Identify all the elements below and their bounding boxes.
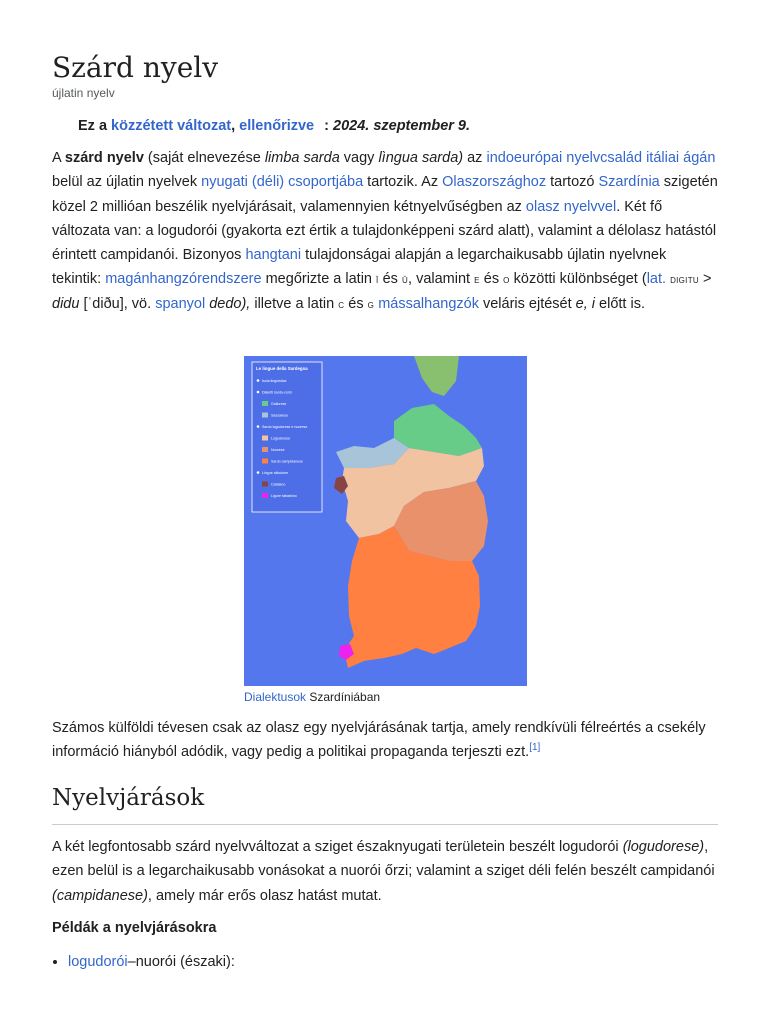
intro-paragraph <box>52 146 718 316</box>
map-legend-item <box>257 471 288 475</box>
latin-letter: ĭ <box>376 272 379 287</box>
map-legend-label: Dialetti sardo-corsi <box>262 390 292 395</box>
intro-text: . Két fő változata van: a logudorói (gyakorta ezt értik a tulajdonképpeni szárd alatt), valamint a délolasz hatástól érintett campidanói. Bizonyos <box>52 198 717 264</box>
intro-text: és <box>378 271 402 288</box>
link-szardinia[interactable]: Szardínia <box>598 174 660 191</box>
page-subtitle: újlatin nyelv <box>52 86 115 100</box>
intro-text: , valamint <box>408 271 475 288</box>
link-indoeuropai[interactable]: indoeurópai nyelvcsalád <box>486 150 643 166</box>
map-legend-label: Sardo logudorese e nuorese <box>262 425 308 429</box>
map-legend-swatch <box>262 493 268 498</box>
map-legend-item <box>262 447 285 452</box>
map-legend-item <box>257 425 308 429</box>
intro-text: közötti különbséget ( <box>509 271 647 288</box>
map-legend-label: Nuorese <box>271 448 285 452</box>
intro-text: az <box>463 150 487 166</box>
map-legend-bullet <box>257 391 260 394</box>
intro-italic: e, i <box>575 295 596 312</box>
dialects-paragraph <box>52 835 718 908</box>
intro-text: szigetén közel 2 millióan beszélik nyelvjárásait, valamennyien kétnyelvűségben az <box>52 174 718 215</box>
checked-link[interactable]: ellenőrizve <box>239 118 315 134</box>
link-italiai-ag[interactable]: itáliai ágán <box>646 150 716 166</box>
status-colon: : <box>324 118 329 134</box>
misconception-paragraph <box>52 716 718 765</box>
link-nyugati-csoport[interactable]: nyugati (déli) csoportjába <box>201 174 364 191</box>
revision-status <box>78 116 470 136</box>
latin-word: digitu <box>670 272 699 287</box>
link-maganhangzorendszer[interactable]: magánhangzórendszere <box>105 271 262 288</box>
map-legend-label: Sassarese <box>271 413 288 418</box>
link-olasz-nyelv[interactable]: olasz nyelvvel <box>525 198 617 215</box>
intro-text: > <box>698 271 712 288</box>
intro-text: belül az újlatin nyelvek <box>52 174 202 191</box>
intro-text: megőrizte a latin <box>261 271 377 288</box>
map-legend-item <box>257 391 292 395</box>
link-massalhangzok[interactable]: mássalhangzók <box>378 295 479 312</box>
latin-letter: g <box>367 296 375 311</box>
list-item <box>68 950 235 974</box>
intro-italic: lìngua sarda) <box>378 150 464 166</box>
map-legend-swatch <box>262 413 268 418</box>
latin-letter: o <box>503 272 510 287</box>
map-legend-label: Isola linguistica <box>262 379 287 383</box>
intro-text: (saját elnevezése <box>143 150 265 166</box>
intro-italic: dedo), <box>209 295 251 312</box>
map-legend-label: Lingue alloctone <box>262 471 289 475</box>
map-legend-swatch <box>262 459 268 464</box>
intro-text: tartozik. Az <box>363 174 443 191</box>
intro-italic: didu <box>52 295 80 312</box>
intro-text: előtt is. <box>595 295 645 312</box>
intro-text: és <box>344 295 368 312</box>
map-legend-label: Sardo campidanese <box>271 459 303 464</box>
map-legend-label: Logudorese <box>271 436 290 441</box>
page-title: Szárd nyelv <box>52 51 219 84</box>
paragraph-italic: (campidanese) <box>52 887 148 904</box>
figure-caption <box>244 690 527 704</box>
map-legend-swatch <box>262 447 268 452</box>
paragraph-text: A két legfontosabb szárd nyelvváltozat a sziget északnyugati területein beszélt logudorói <box>52 839 623 855</box>
map-legend-label: Ligure tabarkino <box>271 494 297 498</box>
reference-link[interactable]: [1] <box>529 742 541 754</box>
map-legend-item <box>262 401 286 406</box>
link-olaszorszag[interactable]: Olaszországhoz <box>442 174 547 191</box>
map-legend-item <box>262 493 297 498</box>
dialect-map-figure <box>244 356 527 704</box>
sardinia-dialect-map[interactable] <box>244 356 527 686</box>
published-version-link[interactable]: közzétett változat <box>111 118 232 134</box>
map-legend-title: Le lingue della Sardegna <box>256 366 308 371</box>
map-legend-label: Gallurese <box>271 402 287 406</box>
examples-list <box>52 950 235 974</box>
map-legend-bullet <box>257 379 260 382</box>
intro-text: tartozó <box>546 174 599 191</box>
examples-heading: Példák a nyelvjárásokra <box>52 920 217 936</box>
link-logudoroi[interactable]: logudorói <box>68 954 128 970</box>
status-prefix: Ez a <box>78 118 108 134</box>
paragraph-italic: (logudorese) <box>622 839 705 855</box>
intro-text: tulajdonságai alapján a legarchaikusabb újlatin nyelvnek tekintik: <box>52 247 667 288</box>
map-legend-label: Catalano <box>271 482 286 487</box>
map-legend-swatch <box>262 436 268 441</box>
map-legend-swatch <box>262 482 268 487</box>
map-legend-item <box>262 436 290 441</box>
status-comma: , <box>231 118 236 134</box>
map-legend-bullet <box>257 471 260 474</box>
caption-text: Szardíniában <box>306 690 381 704</box>
paragraph-text: , amely már erős olasz hatást mutat. <box>147 887 382 904</box>
latin-letter: e <box>474 272 480 287</box>
intro-text: és <box>479 271 504 288</box>
latin-letter: c <box>338 296 345 311</box>
intro-text: A <box>52 150 65 166</box>
map-legend-item <box>257 379 287 383</box>
latin-letter: ŭ <box>401 272 409 287</box>
intro-text: illetve a latin <box>250 295 339 312</box>
status-date: 2024. szeptember 9. <box>333 118 471 134</box>
list-item-text: –nuorói (északi): <box>127 954 235 970</box>
intro-bold-term: szárd nyelv <box>64 150 144 166</box>
link-latin[interactable]: lat. <box>646 271 667 288</box>
intro-text: vagy <box>339 150 379 166</box>
paragraph-text: , ezen belül is a legarchaikusabb vonásokat a nuorói őrzi; valamint a sziget déli felén beszélt campidanói <box>52 839 715 880</box>
map-legend-item <box>262 413 288 418</box>
section-heading-dialects: Nyelvjárások <box>52 780 718 825</box>
intro-italic: limba sarda <box>264 150 340 166</box>
intro-text: veláris ejtését <box>478 295 576 312</box>
map-legend-swatch <box>262 401 268 406</box>
map-legend-bullet <box>257 425 260 428</box>
caption-dialektusok-link[interactable]: Dialektusok <box>244 690 307 704</box>
map-legend-item <box>262 482 285 487</box>
paragraph-text: Számos külföldi tévesen csak az olasz egy nyelvjárásának tartja, amely rendkívüli félreértés a csekély információ hiányból adódik, vagy pedig a politikai propaganda terjeszti ezt. <box>52 720 706 761</box>
intro-text: [ˈdiðu], vö. <box>79 295 156 312</box>
link-hangtani[interactable]: hangtani <box>245 247 302 264</box>
link-spanyol[interactable]: spanyol <box>155 295 206 312</box>
